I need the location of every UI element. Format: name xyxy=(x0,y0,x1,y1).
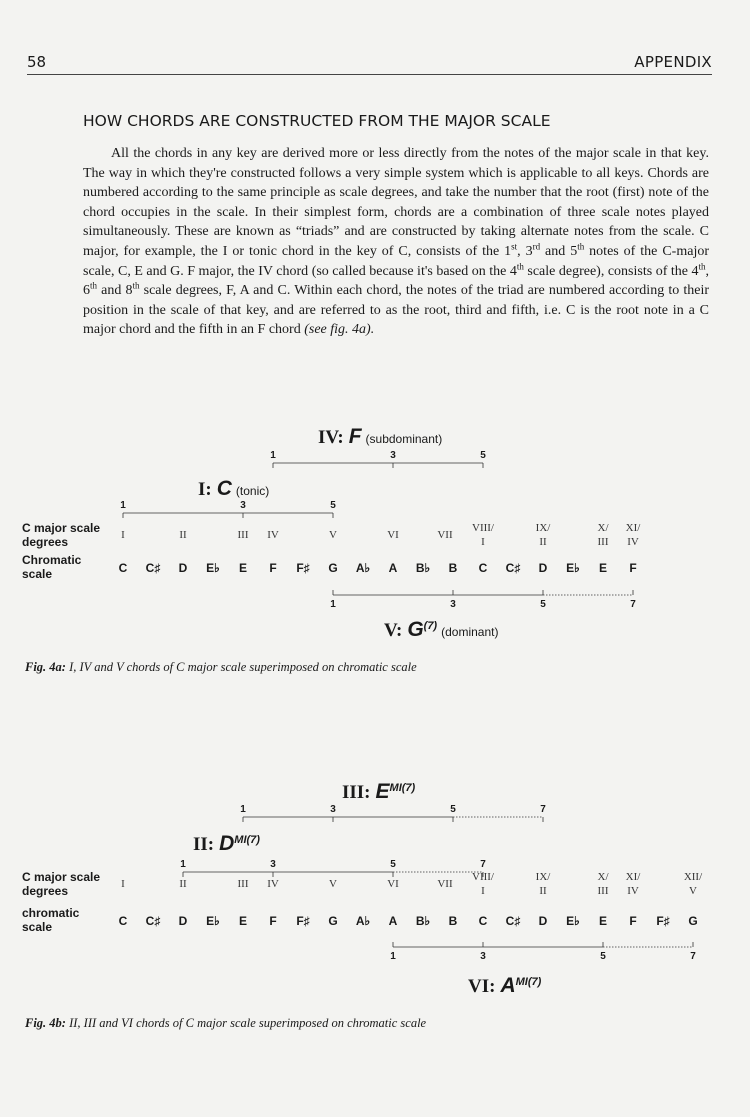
chord-title xyxy=(384,618,498,641)
chromatic-note: C♯ xyxy=(145,561,161,575)
chromatic-note: B xyxy=(448,561,458,575)
chord-interval-number: 3 xyxy=(330,804,336,815)
chord-interval-number: 5 xyxy=(390,859,396,870)
row-label-chromatic-2: scale xyxy=(22,920,53,934)
chromatic-note: D xyxy=(538,561,548,575)
chromatic-note: F♯ xyxy=(296,561,310,575)
chord-interval-number: 5 xyxy=(330,500,336,511)
running-head: APPENDIX xyxy=(634,53,712,71)
chromatic-note: A♭ xyxy=(355,914,371,928)
chromatic-note: F xyxy=(269,561,277,575)
scale-degree-top: XII/ xyxy=(683,871,703,883)
chord-interval-number: 5 xyxy=(600,951,606,962)
chord-interval-number: 1 xyxy=(390,951,396,962)
scale-degree: III xyxy=(237,878,249,890)
chord-interval-number: 3 xyxy=(240,500,246,511)
chord-interval-number: 7 xyxy=(630,599,636,610)
chromatic-note: E xyxy=(598,914,608,928)
row-label-degrees-1: C major scale xyxy=(22,870,101,884)
chromatic-note: C xyxy=(478,561,488,575)
chromatic-note: B♭ xyxy=(415,561,431,575)
chord-interval-number: 3 xyxy=(480,951,486,962)
scale-degree-bottom: III xyxy=(597,885,609,897)
chromatic-note: C♯ xyxy=(145,914,161,928)
chromatic-note: F♯ xyxy=(296,914,310,928)
chord-interval-number: 3 xyxy=(450,599,456,610)
chromatic-note: F xyxy=(629,561,637,575)
chromatic-note: E xyxy=(238,561,248,575)
row-label-degrees-1: C major scale xyxy=(22,521,101,535)
figure-4a-diagram xyxy=(0,410,750,660)
chromatic-note: D xyxy=(178,561,188,575)
chromatic-note: F xyxy=(629,914,637,928)
chord-interval-number: 7 xyxy=(690,951,696,962)
scale-degree: III xyxy=(237,529,249,541)
section-heading: HOW CHORDS ARE CONSTRUCTED FROM THE MAJOR SCALE xyxy=(83,112,551,130)
chromatic-note: B xyxy=(448,914,458,928)
chord-title xyxy=(193,832,260,855)
figure-4a-caption: Fig. 4a: I, IV and V chords of C major scale superimposed on chromatic scale xyxy=(25,660,417,674)
chromatic-note: G xyxy=(328,561,338,575)
scale-degree-top: X/ xyxy=(597,522,609,534)
chord-interval-number: 7 xyxy=(540,804,546,815)
figure-4b-diagram xyxy=(0,760,750,1010)
row-label-chromatic-2: scale xyxy=(22,567,53,581)
chord-interval-number: 5 xyxy=(480,450,486,461)
scale-degree-bottom: III xyxy=(597,536,609,548)
chord-interval-number: 1 xyxy=(240,804,246,815)
scale-degree: I xyxy=(121,878,125,890)
chromatic-note: G xyxy=(328,914,338,928)
chord-extension: (7) xyxy=(423,620,438,632)
chromatic-note: B♭ xyxy=(415,914,431,928)
chord-title xyxy=(198,477,269,500)
chord-symbol: C xyxy=(216,477,232,500)
scale-degree: II xyxy=(179,878,187,890)
chromatic-note: D xyxy=(178,914,188,928)
row-label-degrees-2: degrees xyxy=(22,535,69,549)
body-paragraph: All the chords in any key are derived more or less directly from the notes of the major scale in that key. The way in which they're constructed follows a very simple system which is applicable to all keys. Chords are numbered according to the same principle as scale degrees, and take the number that the root (first) note of the chord occupies in the scale. In their simplest form, chords are a combination of three scale notes played simultaneously. These are known as “triads” and are constructed by taking alternate notes from the scale. C major, for example, the I or tonic chord in the key of C, consists of the 1st, 3rd and 5th notes of the C-major scale, C, E and G. F major, the IV chord (so called because it's based on the 4th scale degree), consists of the 4th, 6th and 8th scale degrees, F, A and C. Within each chord, the notes of the triad are numbered according to their position in the scale of that key, and are referred to as the root, third and fifth, i.e. C is the root note in a C major chord and the fifth in an F chord (see fig. 4a). xyxy=(83,146,710,338)
chord-roman-numeral: I: xyxy=(198,479,212,500)
scale-degree: IV xyxy=(267,529,279,541)
scale-degree: VII xyxy=(437,878,453,890)
scale-degree: VI xyxy=(387,878,399,890)
chromatic-note: C♯ xyxy=(505,914,521,928)
scale-degree-bottom: V xyxy=(689,885,697,897)
chromatic-note: F xyxy=(269,914,277,928)
chromatic-note: C♯ xyxy=(505,561,521,575)
scale-degree: I xyxy=(121,529,125,541)
chord-function-name: (subdominant) xyxy=(365,432,443,446)
chord-function-name: (tonic) xyxy=(235,484,270,498)
scale-degree-top: IX/ xyxy=(535,871,551,883)
scale-degree: IV xyxy=(267,878,279,890)
chord-symbol: D xyxy=(219,832,235,855)
scale-degree: V xyxy=(329,878,337,890)
chromatic-note: A♭ xyxy=(355,561,371,575)
chord-roman-numeral: III: xyxy=(342,782,371,803)
scale-degree-bottom: I xyxy=(481,536,485,548)
chromatic-note: G xyxy=(688,914,698,928)
chord-roman-numeral: VI: xyxy=(468,976,496,997)
chord-symbol: F xyxy=(348,425,362,448)
chord-interval-number: 1 xyxy=(180,859,186,870)
chromatic-note: C xyxy=(118,914,128,928)
chord-interval-number: 5 xyxy=(540,599,546,610)
chord-interval-number: 1 xyxy=(330,599,336,610)
chord-symbol: G xyxy=(407,618,424,641)
chromatic-note: E♭ xyxy=(566,561,580,575)
chromatic-note: C xyxy=(118,561,128,575)
chromatic-note: A xyxy=(388,914,398,928)
chromatic-note: E xyxy=(598,561,608,575)
chord-title xyxy=(342,780,416,803)
scale-degree-top: VIII/ xyxy=(472,871,494,883)
scale-degree-top: XI/ xyxy=(625,522,641,534)
chord-title xyxy=(318,425,442,448)
scale-degree-top: X/ xyxy=(597,871,609,883)
scale-degree-top: XI/ xyxy=(625,871,641,883)
scale-degree-bottom: IV xyxy=(627,885,639,897)
chord-interval-number: 5 xyxy=(450,804,456,815)
scale-degree: VII xyxy=(437,529,453,541)
scale-degree-top: IX/ xyxy=(535,522,551,534)
chromatic-note: F♯ xyxy=(656,914,670,928)
chord-interval-number: 3 xyxy=(270,859,276,870)
chord-function-name: (dominant) xyxy=(441,625,499,639)
scale-degree: VI xyxy=(387,529,399,541)
row-label-degrees-2: degrees xyxy=(22,884,69,898)
chromatic-note: E♭ xyxy=(206,561,220,575)
scale-degree-bottom: I xyxy=(481,885,485,897)
chord-roman-numeral: II: xyxy=(193,834,215,855)
page-number: 58 xyxy=(27,53,47,71)
scale-degree: V xyxy=(329,529,337,541)
chord-extension: MI(7) xyxy=(234,834,260,846)
chord-roman-numeral: V: xyxy=(384,620,403,641)
scale-degree-top: VIII/ xyxy=(472,522,494,534)
chord-extension: MI(7) xyxy=(515,976,542,988)
chord-roman-numeral: IV: xyxy=(318,427,344,448)
row-label-chromatic-1: Chromatic xyxy=(22,553,82,567)
scale-degree-bottom: II xyxy=(539,885,547,897)
scale-degree-bottom: IV xyxy=(627,536,639,548)
chord-extension: MI(7) xyxy=(389,782,416,794)
chord-title xyxy=(468,974,542,997)
scale-degree: II xyxy=(179,529,187,541)
chromatic-note: E xyxy=(238,914,248,928)
scale-degree-bottom: II xyxy=(539,536,547,548)
chord-interval-number: 1 xyxy=(120,500,126,511)
chromatic-note: C xyxy=(478,914,488,928)
chord-interval-number: 1 xyxy=(270,450,276,461)
chord-interval-number: 3 xyxy=(390,450,396,461)
row-label-chromatic-1: chromatic xyxy=(22,906,80,920)
chromatic-note: E♭ xyxy=(566,914,580,928)
chromatic-note: E♭ xyxy=(206,914,220,928)
chromatic-note: D xyxy=(538,914,548,928)
chord-symbol: A xyxy=(500,974,516,997)
chord-symbol: E xyxy=(375,780,390,803)
chromatic-note: A xyxy=(388,561,398,575)
figure-4b-caption: Fig. 4b: II, III and VI chords of C major scale superimposed on chromatic scale xyxy=(25,1016,427,1030)
header-rule xyxy=(27,74,712,75)
chord-interval-number: 7 xyxy=(480,859,486,870)
